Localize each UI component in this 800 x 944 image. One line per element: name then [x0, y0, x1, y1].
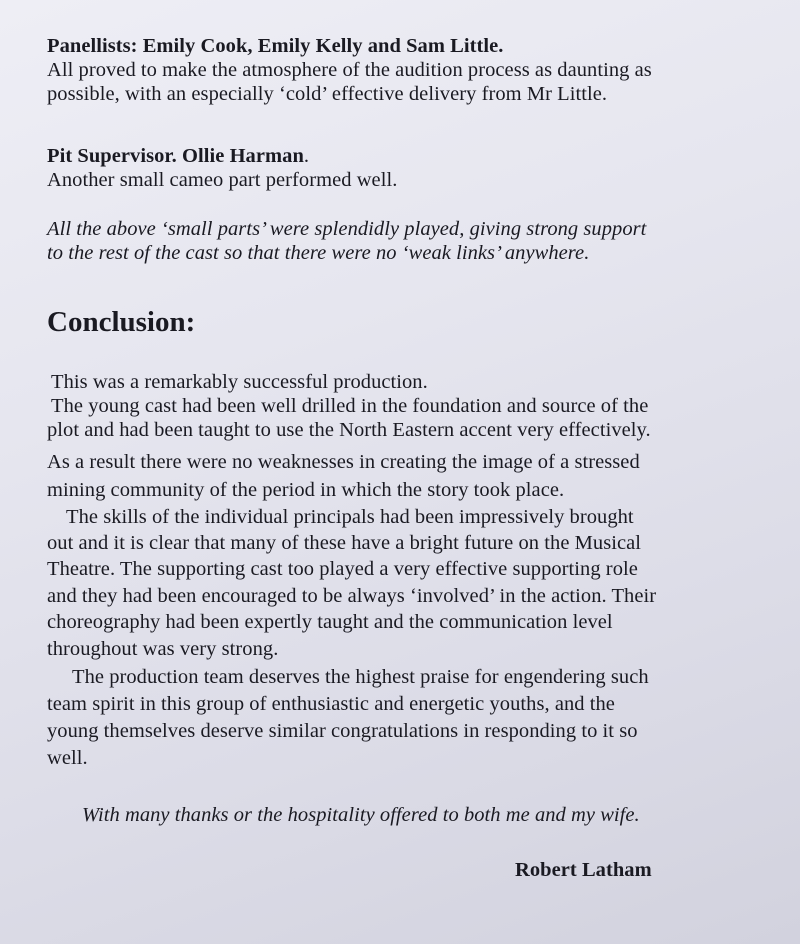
- panellists-line: possible, with an especially ‘cold’ effective delivery from Mr Little.: [47, 83, 608, 105]
- small-parts-note-line: to the rest of the cast so that there were no ‘weak links’ anywhere.: [47, 242, 590, 264]
- conclusion-line: The production team deserves the highest praise for engendering such: [72, 666, 649, 688]
- pit-supervisor-heading-row: [47, 144, 309, 168]
- conclusion-heading: Conclusion:: [47, 306, 196, 338]
- conclusion-line: As a result there were no weaknesses in creating the image of a stressed: [47, 451, 640, 473]
- thanks-line: With many thanks or the hospitality offered to both me and my wife.: [82, 804, 640, 826]
- conclusion-line: plot and had been taught to use the North Eastern accent very effectively.: [47, 419, 651, 441]
- conclusion-line: out and it is clear that many of these have a bright future on the Musical: [47, 532, 642, 554]
- conclusion-line: The young cast had been well drilled in the foundation and source of the: [51, 395, 649, 417]
- conclusion-line: This was a remarkably successful production.: [51, 371, 428, 393]
- pit-supervisor-line: Another small cameo part performed well.: [47, 169, 398, 191]
- conclusion-line: young themselves deserve similar congratulations in responding to it so: [47, 720, 638, 742]
- panellists-line: All proved to make the atmosphere of the audition process as daunting as: [47, 59, 652, 81]
- panellists-heading: Panellists: Emily Cook, Emily Kelly and Sam Little.: [47, 35, 504, 57]
- conclusion-line: mining community of the period in which the story took place.: [47, 479, 565, 501]
- pit-supervisor-heading: Pit Supervisor. Ollie Harman: [47, 145, 304, 167]
- signature: Robert Latham: [515, 859, 652, 881]
- conclusion-line: team spirit in this group of enthusiastic and energetic youths, and the: [47, 693, 615, 715]
- conclusion-line: well.: [47, 747, 88, 769]
- conclusion-line: and they had been encouraged to be always ‘involved’ in the action. Their: [47, 585, 657, 607]
- conclusion-line: Theatre. The supporting cast too played a very effective supporting role: [47, 558, 638, 580]
- pit-supervisor-heading-end: .: [303, 145, 310, 167]
- conclusion-line: The skills of the individual principals had been impressively brought: [66, 506, 634, 528]
- small-parts-note-line: All the above ‘small parts’ were splendidly played, giving strong support: [47, 218, 647, 240]
- conclusion-line: throughout was very strong.: [47, 638, 279, 660]
- conclusion-line: choreography had been expertly taught and the communication level: [47, 611, 613, 633]
